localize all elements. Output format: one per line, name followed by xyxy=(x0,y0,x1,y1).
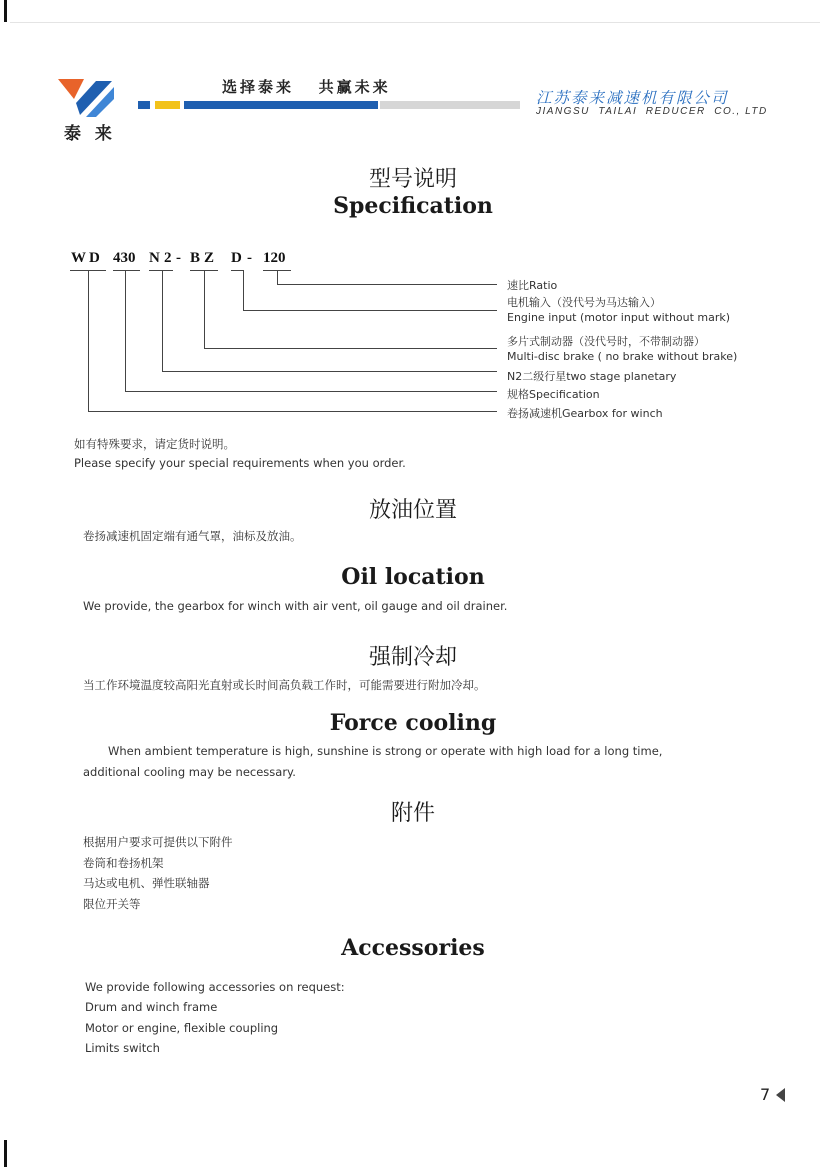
accessory-cn-item: 限位开关等 xyxy=(83,897,141,911)
code-w: W xyxy=(71,250,86,266)
code-2: 2 xyxy=(164,250,172,266)
edge-mark-bottom xyxy=(4,1140,7,1167)
code-dash-2: - xyxy=(247,250,252,266)
code-d2: D xyxy=(231,250,242,266)
cooling-title-cn: 强制冷却 xyxy=(368,645,457,670)
leader-winch-h xyxy=(88,411,497,412)
spec-title-en: Specification xyxy=(333,193,493,219)
page-arrow-icon xyxy=(776,1088,786,1102)
accessory-en-item: We provide following accessories on request: xyxy=(85,980,345,994)
leader-winch-v xyxy=(88,270,89,411)
accessories-title-cn: 附件 xyxy=(390,801,435,826)
cooling-text-en-2: additional cooling may be necessary. xyxy=(83,765,296,779)
slogan: 选择泰来 共赢未来 xyxy=(222,78,391,96)
oil-text-cn: 卷扬减速机固定端有通气罩，油标及放油。 xyxy=(83,529,302,543)
leader-engine-h xyxy=(243,310,497,311)
company-name-en: JIANGSU TAILAI REDUCER CO., LTD xyxy=(536,106,768,117)
leader-ratio-h xyxy=(277,284,497,285)
code-n: N xyxy=(149,250,160,266)
oil-text-en: We provide, the gearbox for winch with air vent, oil gauge and oil drainer. xyxy=(83,599,508,613)
label-engine-cn: 电机输入（没代号为马达输入） xyxy=(507,296,661,309)
label-specification: 规格Specification xyxy=(507,388,600,401)
cooling-title-en: Force cooling xyxy=(329,710,497,736)
leader-brake-v xyxy=(204,270,205,348)
code-430: 430 xyxy=(113,250,136,266)
code-underline-430 xyxy=(113,270,140,271)
code-z: Z xyxy=(204,250,215,266)
accessories-title-en: Accessories xyxy=(341,935,485,961)
header-bar-yellow xyxy=(155,101,180,109)
accessory-cn-item: 根据用户要求可提供以下附件 xyxy=(83,835,233,849)
code-underline-n2 xyxy=(149,270,173,271)
leader-ratio-v xyxy=(277,270,278,284)
cooling-text-cn: 当工作环境温度较高阳光直射或长时间高负载工作时，可能需要进行附加冷却。 xyxy=(83,678,486,692)
leader-engine-v xyxy=(243,270,244,310)
leader-brake-h xyxy=(204,348,497,349)
leader-spec-v xyxy=(125,270,126,391)
leader-spec-h xyxy=(125,391,497,392)
header xyxy=(0,0,826,150)
logo-text: 泰 来 xyxy=(64,124,116,144)
code-b: B xyxy=(190,250,201,266)
accessory-en-item: Motor or engine, flexible coupling xyxy=(85,1021,279,1035)
page-number: 7 xyxy=(760,1085,771,1104)
accessory-en-item: Limits switch xyxy=(85,1041,160,1055)
code-120: 120 xyxy=(263,250,286,266)
accessory-cn-item: 卷筒和卷扬机架 xyxy=(83,856,164,870)
label-n2: N2二级行星two stage planetary xyxy=(507,370,677,383)
company-name-cn: 江苏泰来减速机有限公司 xyxy=(536,89,729,107)
label-engine-en: Engine input (motor input without mark) xyxy=(507,311,731,324)
oil-title-en: Oil location xyxy=(341,564,485,590)
header-bar-gray xyxy=(380,101,520,109)
spec-note-en: Please specify your special requirements when you order. xyxy=(74,456,406,470)
accessory-cn-item: 马达或电机、弹性联轴器 xyxy=(83,876,210,890)
code-d: D xyxy=(89,250,100,266)
leader-n2-v xyxy=(162,270,163,371)
label-brake-cn: 多片式制动器（没代号时，不带制动器） xyxy=(507,335,705,348)
header-bar-blue xyxy=(184,101,378,109)
label-ratio: 速比Ratio xyxy=(507,279,558,292)
header-bar-blue-small xyxy=(138,101,150,109)
code-dash-1: - xyxy=(176,250,181,266)
spec-title-cn: 型号说明 xyxy=(368,167,457,192)
company-logo-icon xyxy=(56,77,116,119)
accessory-en-item: Drum and winch frame xyxy=(85,1000,218,1014)
leader-n2-h xyxy=(162,371,497,372)
spec-note-cn: 如有特殊要求，请定货时说明。 xyxy=(74,437,235,451)
label-brake-en: Multi-disc brake ( no brake without brake) xyxy=(507,350,738,363)
label-winch: 卷扬减速机Gearbox for winch xyxy=(507,407,663,420)
oil-title-cn: 放油位置 xyxy=(368,498,457,523)
cooling-text-en-1: When ambient temperature is high, sunshine is strong or operate with high load for a long time, xyxy=(108,744,663,758)
